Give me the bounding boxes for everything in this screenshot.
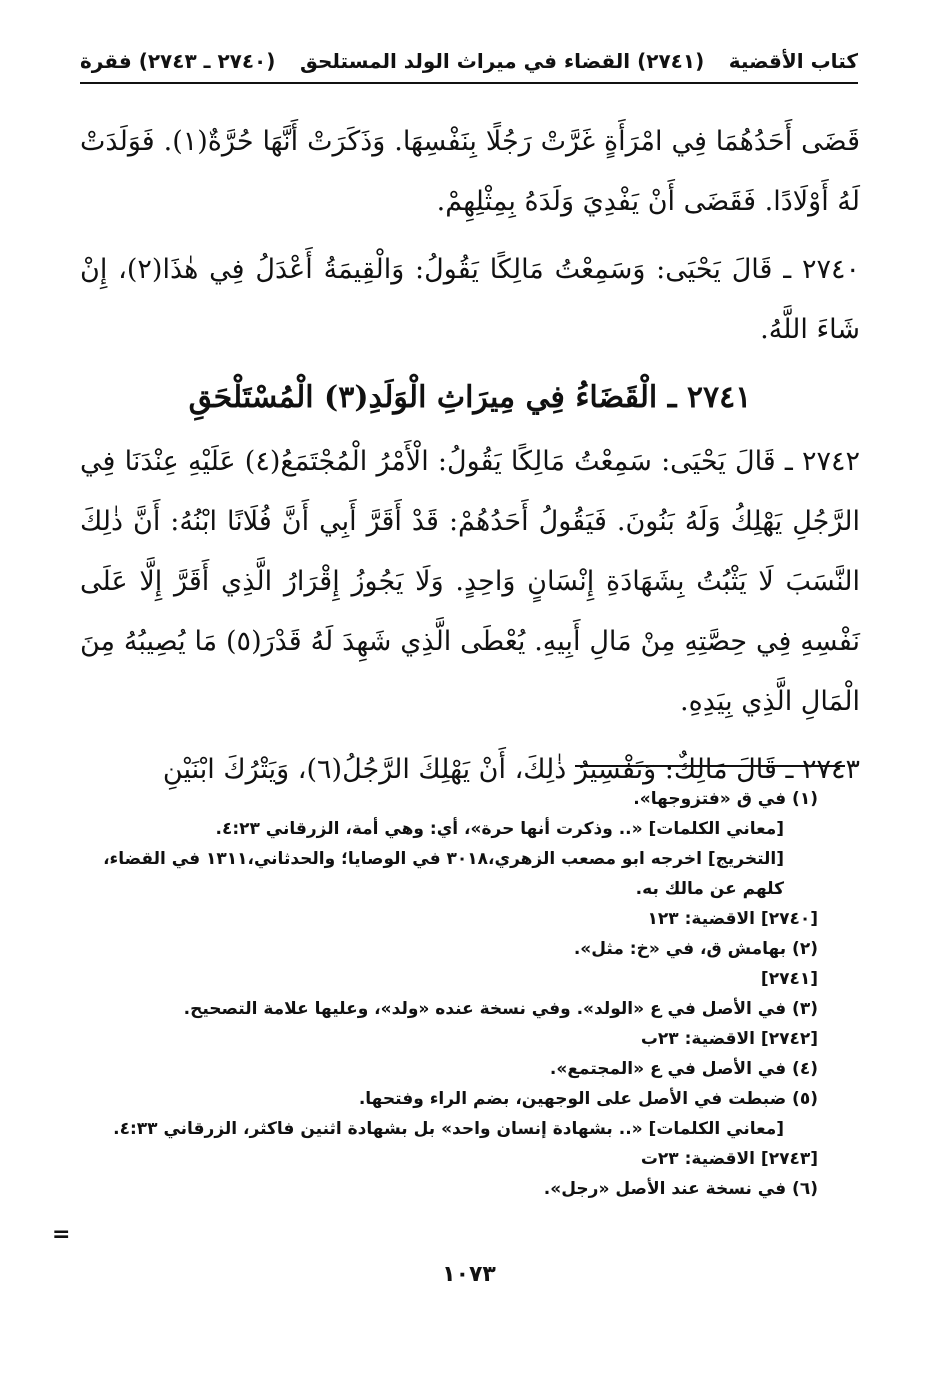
footnote: (١) في ق «فتزوجها». — [633, 789, 818, 809]
paragraph: ٢٧٤٣ ـ قَالَ مَالِكٌ: وَتَفْسِيرُ ذٰلِكَ، أَنْ يَهْلِكَ الرَّجُلُ(٦)، وَيَتْرُكَ ابْنَيْنِ — [162, 754, 860, 785]
footnote: [٢٧٤٠] الاقضية: ١٢٣ — [647, 909, 818, 929]
footnote: [التخريج] اخرجه ابو مصعب الزهري،٣٠١٨ في الوصايا؛ والحدثاني،١٣١١ في القضاء، كلهم عن مالك به. — [103, 849, 784, 899]
footnote: [معاني الكلمات] «.. وذكرت أنها حرة»، أي: وهي أمة، الزرقاني ٤:٢٣. — [215, 819, 784, 839]
footnote: [٢٧٤١] — [760, 969, 818, 989]
main-text — [80, 112, 860, 808]
header-paragraph-range: (٢٧٤٠ ـ ٢٧٤٣) فقرة — [80, 49, 276, 73]
running-header — [80, 40, 858, 84]
footnotes — [70, 784, 818, 1204]
paragraph: ٢٧٤٢ ـ قَالَ يَحْيَى: سَمِعْتُ مَالِكًا يَقُولُ: الْأَمْرُ الْمُجْتَمَعُ(٤) عَلَيْهِ عِنْدَنَا فِي الرَّجُلِ يَهْلِكُ وَلَهُ بَنُونَ. فَيَقُولُ أَحَدُهُمْ: قَدْ أَقَرَّ أَبِي أَنَّ فُلَانًا ابْنُهُ: أَنَّ ذٰلِكَ النَّسَبَ لَا يَثْبُتُ بِشَهَادَةِ إِنْسَانٍ وَاحِدٍ. وَلَا يَجُوزُ إِقْرَارُ الَّذِي أَقَرَّ إِلَّا عَلَى نَفْسِهِ فِي حِصَّتِهِ مِنْ مَالِ أَبِيهِ. يُعْطَى الَّذِي شَهِدَ لَهُ قَدْرَ(٥) مَا يُصِيبُهُ مِنَ الْمَالِ الَّذِي بِيَدِهِ. — [80, 446, 860, 717]
section-title: ٢٧٤١ ـ الْقَضَاءُ فِي مِيرَاثِ الْوَلَدِ(٣) الْمُسْتَلْحَقِ — [188, 380, 752, 415]
footnote-divider — [575, 765, 845, 767]
continuation-mark: = — [52, 1222, 71, 1247]
footnote: [٢٧٤٢] الاقضية: ٢٣ب — [640, 1029, 818, 1049]
footnote: (٦) في نسخة عند الأصل «رجل». — [543, 1179, 818, 1199]
paragraph: ٢٧٤٠ ـ قَالَ يَحْيَى: وَسَمِعْتُ مَالِكًا يَقُولُ: وَالْقِيمَةُ أَعْدَلُ فِي هٰذَا(٢)، إِنْ شَاءَ اللَّهُ. — [80, 254, 860, 345]
page-number: ١٠٧٣ — [442, 1262, 496, 1287]
footnote: [معاني الكلمات] «.. بشهادة إنسان واحد» بل بشهادة اثنين فاكثر، الزرقاني ٤:٣٣. — [113, 1119, 784, 1139]
paragraph: قَضَى أَحَدُهُمَا فِي امْرَأَةٍ غَرَّتْ رَجُلًا بِنَفْسِهَا. وَذَكَرَتْ أَنَّهَا حُرَّةٌ(١). فَوَلَدَتْ لَهُ أَوْلَادًا. فَقَضَى أَنْ يَفْدِيَ وَلَدَهُ بِمِثْلِهِمْ. — [80, 126, 860, 217]
footnote: [٢٧٤٣] الاقضية: ٢٣ت — [640, 1149, 818, 1169]
footnote: (٢) بهامش ق، في «خ: مثل». — [573, 939, 818, 959]
header-book-title: كتاب الأقضية — [728, 49, 858, 73]
footnote: (٤) في الأصل في ع «المجتمع». — [549, 1059, 818, 1079]
footnote: (٣) في الأصل في ع «الولد». وفي نسخة عنده «ولد»، وعليها علامة التصحيح. — [183, 999, 818, 1019]
header-chapter-title: (٢٧٤١) القضاء في ميراث الولد المستلحق — [299, 49, 705, 73]
footnote: (٥) ضبطت في الأصل على الوجهين، بضم الراء وفتحها. — [358, 1089, 818, 1109]
